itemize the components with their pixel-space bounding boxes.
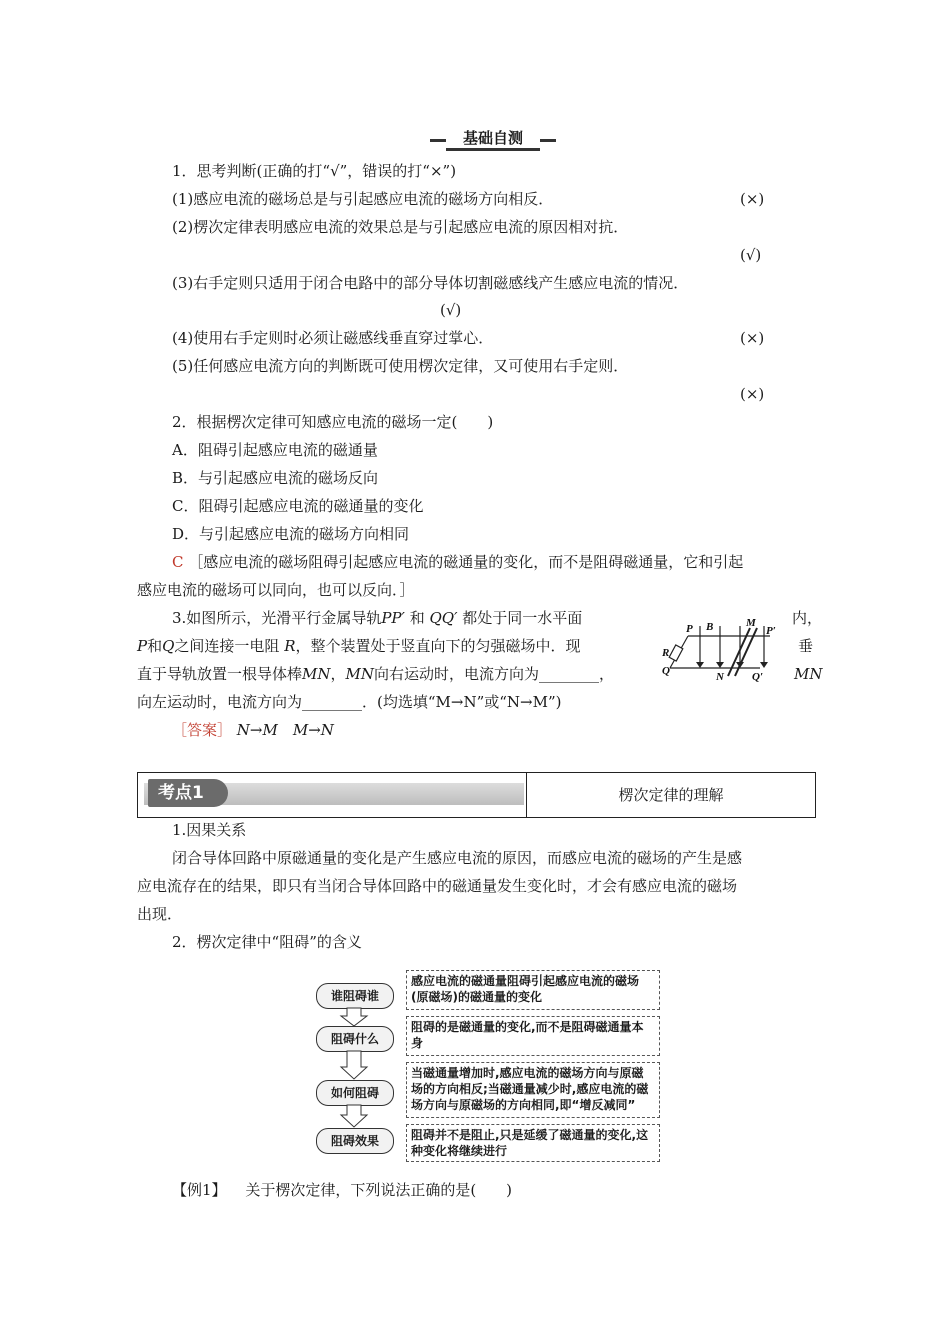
fig-label-b: B: [706, 621, 714, 633]
flow-desc-2: 阻碍的是磁通量的变化,而不是阻碍磁通量本身: [406, 1016, 660, 1056]
q1-mark-3: (√): [440, 301, 462, 319]
q1-item-5: (5)任何感应电流方向的判断既可使用楞次定律，又可使用右手定则．: [172, 357, 629, 375]
section2-heading: 2．楞次定律中“阻碍”的含义: [172, 933, 362, 951]
q2-explanation-1: ［感应电流的磁场阻碍引起感应电流的磁通量的变化，而不是阻碍磁通量，它和引起: [188, 553, 744, 571]
q3-line-1: 3.如图所示，光滑平行金属导轨PP′ 和 QQ′ 都处于同一水平面: [172, 609, 583, 627]
kaodian-tag: 考点1: [148, 779, 228, 807]
flow-desc-1: 感应电流的磁通量阻碍引起感应电流的磁场(原磁场)的磁通量的变化: [406, 970, 660, 1010]
q2-option-b: B．与引起感应电流的磁场反向: [172, 469, 379, 487]
q1-item-4: (4)使用右手定则时必须让磁感线垂直穿过掌心．: [172, 329, 494, 347]
flow-desc-4: 阻碍并不是阻止,只是延缓了磁通量的变化,这种变化将继续进行: [406, 1124, 660, 1162]
q1-mark-4: (×): [740, 329, 765, 347]
kaodian-title: 楞次定律的理解: [618, 786, 724, 804]
q2-explanation-2: 感应电流的磁场可以同向，也可以反向．］: [137, 581, 415, 599]
example-text: 关于楞次定律，下列说法正确的是( ): [245, 1181, 513, 1199]
section1-paragraph-1: 闭合导体回路中原磁通量的变化是产生感应电流的原因，而感应电流的磁场的产生是感: [172, 849, 743, 867]
q1-item-3: (3)右手定则只适用于闭合电路中的部分导体切割磁感线产生感应电流的情况．: [172, 274, 689, 292]
q3-answer-text: N→M M→N: [236, 721, 334, 739]
fig-label-p2: P′: [766, 625, 776, 637]
q2-answer-letter: C: [172, 553, 184, 571]
fig-label-q: Q: [662, 665, 670, 677]
flow-step-1: 谁阻碍谁: [316, 983, 394, 1009]
q1-mark-5: (×): [740, 385, 765, 403]
q2-option-d: D．与引起感应电流的磁场方向相同: [172, 525, 410, 543]
q2-option-a: A．阻碍引起感应电流的磁通量: [172, 441, 378, 459]
fig-label-r: R: [662, 647, 670, 659]
q3-line-2-end: 垂: [798, 637, 814, 655]
fig-label-m: M: [746, 617, 756, 629]
flow-step-4: 阻碍效果: [316, 1128, 394, 1154]
fig-label-q2: Q′: [752, 671, 764, 683]
q2-option-c: C．阻碍引起感应电流的磁通量的变化: [172, 497, 424, 515]
example-line: [172, 1180, 512, 1200]
q3-answer-label: ［答案］: [172, 721, 233, 739]
section1-paragraph-2: 应电流存在的结果，即只有当闭合导体回路中的磁通量发生变化时，才会有感应电流的磁场: [137, 877, 738, 895]
section1-paragraph-3: 出现．: [137, 905, 183, 923]
q1-item-2: (2)楞次定律表明感应电流的效果总是与引起感应电流的原因相对抗．: [172, 218, 629, 236]
q3-line-3: 直于导轨放置一根导体棒MN，MN向右运动时，电流方向为________，: [137, 665, 615, 683]
q3-line-3-end: MN: [794, 665, 823, 683]
q1-stem: 1．思考判断(正确的打“√”，错误的打“×”): [172, 162, 457, 180]
example-label: 【例1】: [172, 1181, 227, 1199]
flow-step-2: 阻碍什么: [316, 1026, 394, 1052]
banner-title: 基础自测: [446, 128, 540, 151]
section1-heading: 1.因果关系: [172, 821, 247, 839]
q1-mark-2: (√): [740, 246, 762, 264]
flow-step-3: 如何阻碍: [316, 1080, 394, 1106]
q3-line-2: P和Q之间连接一电阻 R，整个装置处于竖直向下的匀强磁场中．现: [137, 637, 581, 655]
fig-label-p: P: [686, 623, 693, 635]
flow-arrow-2: [341, 1051, 367, 1079]
flow-arrow-1: [341, 1008, 367, 1026]
q3-line-1-end: 内，: [792, 609, 823, 627]
q1-mark-1: (×): [740, 190, 765, 208]
flow-desc-3: 当磁通量增加时,感应电流的磁场方向与原磁场的方向相反;当磁通量减少时,感应电流的磁场方向与原磁场的方向相同,即“增反减同”: [406, 1062, 660, 1118]
q2-stem: 2．根据楞次定律可知感应电流的磁场一定( ): [172, 413, 494, 431]
flow-arrow-3: [341, 1105, 367, 1127]
fig-label-n: N: [716, 671, 724, 683]
q3-line-4: 向左运动时，电流方向为________．(均选填“M→N”或“N→M”): [137, 693, 562, 711]
q1-item-1: (1)感应电流的磁场总是与引起感应电流的磁场方向相反．: [172, 190, 554, 208]
